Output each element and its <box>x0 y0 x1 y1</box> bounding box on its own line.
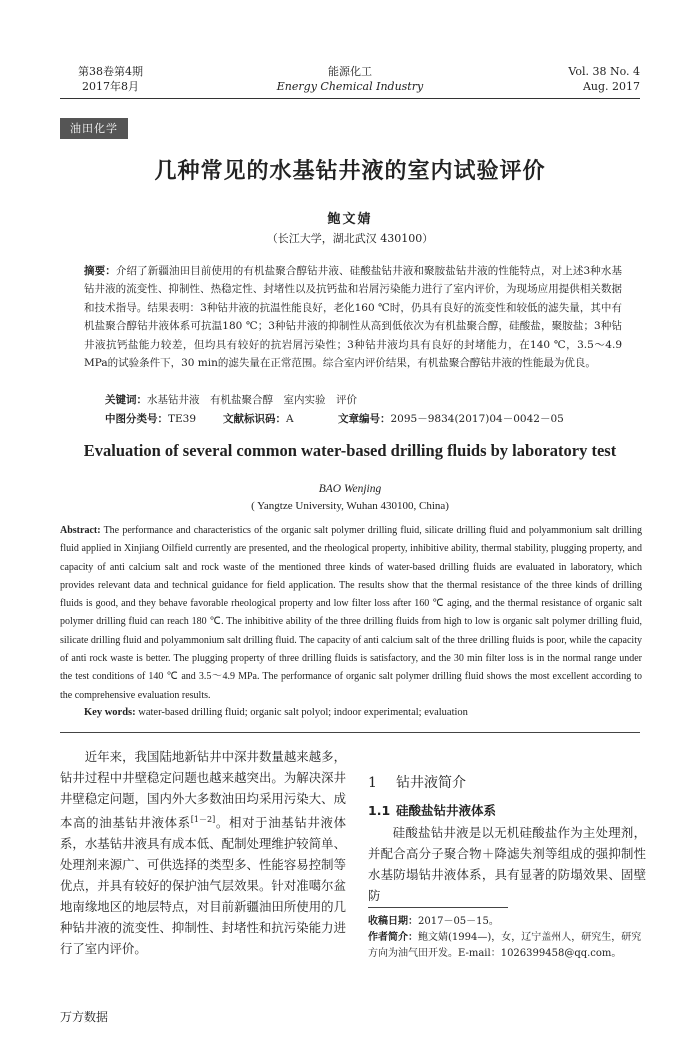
abstract-cn <box>84 262 622 372</box>
abstract-label-cn: 摘要： <box>84 265 116 277</box>
intro-citation: [1－2] <box>190 815 216 824</box>
received-value: 2017－05－15。 <box>418 916 499 927</box>
intro-text-cont: 。相对于油基钻井液体系，水基钻井液具有成本低、配制处理维护较简单、处理剂来源广、可供选择的类型多、性能容易控制等优点，并具有较好的保护油气层效果。针对准噶尔盆地南缘地区的地层特点，对目前新疆油田所使用的几种钻井液的流变性、抑制性、封堵性和抗污染能力进行了室内评价。 <box>60 815 347 957</box>
article-no-item <box>338 411 564 426</box>
abstract-text-en: The performance and characteristics of the organic salt polymer drilling fluid, silicate drilling fluid and polyammonium salt drilling fluid applied in Xinjiang Oilfield currently are presented, and the rheological property, inhibitive ability, thermal stability, plugging property, and capacity of anti calcium salt and rock waste of the mentioned three kinds of water-based drilling fluids are evaluated in laboratory, which provides relevant data and technical guidance for field application. The results show that the thermal resistance of the three kinds of drilling fluids is good, and they behave favorable rheological property and low filter loss after 160 ℃ aging, and the thermal resistance of organic salt polymer drilling fluid can reach 180 ℃. The inhibitive ability of the three drilling fluids from high to low is organic salt polymer drilling fluid, silicate drilling fluid and polyammonium salt drilling fluid. The capacity of anti calcium salt of the three drilling fluids is poor, while the capacity of anti rock waste is better. The plugging property of three drilling fluids is satisfactory, and the 30 min filter loss is in the normal range under the test conditions of 140 ℃ and 3.5～4.9 MPa. The performance of organic salt polymer drilling fluid shows the most excellent according to the comprehensive evaluation results. <box>60 525 642 701</box>
section-tag: 油田化学 <box>60 118 128 139</box>
doc-code-label: 文献标识码： <box>223 413 286 425</box>
subsection-paragraph: 硅酸盐钻井液是以无机硅酸盐作为主处理剂，并配合高分子聚合物＋降滤失剂等组成的强抑制性水基防塌钻井液体系，具有显著的防塌效果、固壁防 <box>368 825 646 903</box>
section-1-number: 1 <box>368 775 377 791</box>
issue-number: 第38卷第4期 <box>78 65 143 78</box>
subsection-number: 1.1 <box>368 803 391 818</box>
section-1-heading <box>368 772 466 792</box>
author-bio-text: 鲍文婧(1994—)，女，辽宁盖州人，研究生，研究方向为油气田开发。E-mail：1026399458@qq.com。 <box>368 932 642 959</box>
article-no-label: 文章编号： <box>338 413 391 425</box>
keywords-label-cn: 关键词： <box>105 394 147 406</box>
intro-text: 近年来，我国陆地新钻井中深井数量越来越多，钻井过程中井壁稳定问题也越来越突出。为解决深井井壁稳定问题，国内外大多数油田均采用污染大、成本高的油基钻井液体系 <box>60 749 346 831</box>
keywords-label-en: Key words: <box>84 707 136 718</box>
subsection-title: 硅酸盐钻井液体系 <box>396 803 497 818</box>
clc-label: 中图分类号： <box>105 413 168 425</box>
footnote <box>368 914 646 962</box>
abstract-label-en: Abstract: <box>60 525 101 536</box>
article-title-cn: 几种常见的水基钻井液的室内试验评价 <box>154 159 546 184</box>
classification-row <box>105 411 645 426</box>
clc-value: TE39 <box>168 413 197 425</box>
page-footer-watermark: 万方数据 <box>60 1010 109 1024</box>
article-no-value: 2095－9834(2017)04－0042－05 <box>390 413 564 425</box>
header-center <box>250 64 450 94</box>
author-bio <box>368 930 646 962</box>
header-right <box>568 64 640 94</box>
clc-item <box>105 411 223 426</box>
journal-name-cn: 能源化工 <box>328 65 372 78</box>
keywords-text-cn: 水基钻井液 有机盐聚合醇 室内实验 评价 <box>147 394 357 406</box>
journal-name-en: Energy Chemical Industry <box>276 80 424 93</box>
header-divider <box>60 98 640 99</box>
affiliation-en: ( Yangtze University, Wuhan 430100, China) <box>251 500 449 512</box>
intro-paragraph <box>60 746 346 959</box>
abstract-text-cn: 介绍了新疆油田目前使用的有机盐聚合醇钻井液、硅酸盐钻井液和聚胺盐钻井液的性能特点，对上述3种水基钻井液的流变性、抑制性、热稳定性、封堵性以及抗钙盐和岩屑污染能力进行了室内评价，为现场应用提供相关数据和技术指导。结果表明：3种钻井液的抗温性能良好，老化160 ℃时，仍具有良好的流变性和较低的滤失量，其中有机盐聚合醇钻井液体系可抗温180 ℃；3种钻井液的抑制性从高到低依次为有机盐聚合醇，硅酸盐，聚胺盐；3种钻井液抗钙盐能力较差，但均具有较好的抗岩屑污染性；3种钻井液均具有良好的封堵能力，在140 ℃，3.5～4.9 MPa的试验条件下，30 min的滤失量在正常范围。综合室内评价结果，有机盐聚合醇钻井液的性能最为优良。 <box>84 265 623 370</box>
keywords-en <box>84 707 468 718</box>
abstract-en <box>60 522 642 705</box>
author-cn: 鲍文婧 <box>327 212 373 227</box>
body-divider <box>60 732 640 733</box>
intro-column <box>60 746 346 959</box>
doc-code-value: A <box>286 413 294 425</box>
footnote-divider <box>368 907 508 908</box>
date-en: Aug. 2017 <box>582 80 640 93</box>
author-bio-label: 作者简介： <box>368 932 418 943</box>
section-1-title: 钻井液简介 <box>396 775 466 791</box>
affiliation-cn: （长江大学，湖北武汉 430100） <box>266 232 434 245</box>
keywords-text-en: water-based drilling fluid; organic salt polyol; indoor experimental; evaluation <box>138 707 468 718</box>
doc-code-item <box>223 411 338 426</box>
volume-en: Vol. 38 No. 4 <box>568 65 640 78</box>
author-en: BAO Wenjing <box>318 483 382 495</box>
received-label: 收稿日期： <box>368 916 418 927</box>
header-left <box>78 64 143 94</box>
article-title-en: Evaluation of several common water-based drilling fluids by laboratory test <box>83 441 617 460</box>
keywords-cn <box>105 392 357 407</box>
received-date <box>368 914 646 930</box>
issue-date: 2017年8月 <box>82 80 139 93</box>
subsection-1-1-heading <box>368 801 496 819</box>
